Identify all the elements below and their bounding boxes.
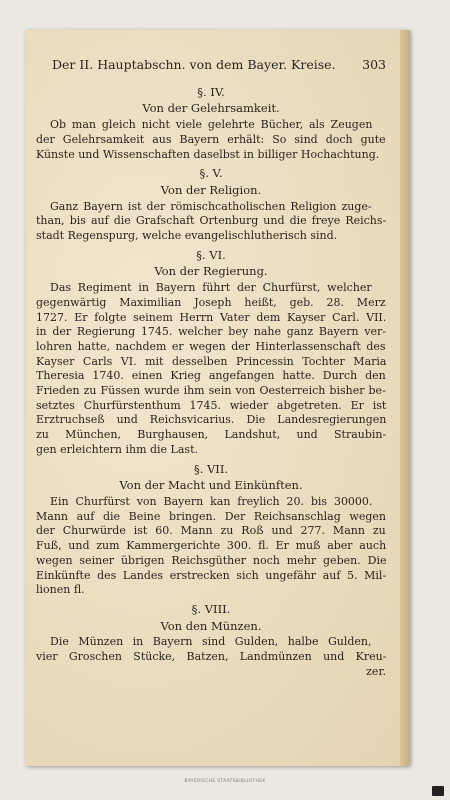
text-line: Das Regiment in Bayern führt der Churfürst, welcher (50, 281, 372, 295)
page-content (36, 58, 386, 679)
text-line: lionen fl. (36, 583, 85, 597)
text-line: zer. (366, 664, 386, 678)
text-line: Theresia 1740. einen Krieg angefangen hatte. Durch den (36, 369, 386, 383)
running-header (52, 58, 386, 73)
text-line: gegenwärtig Maximilian Joseph heißt, geb. 28. Merz (36, 295, 386, 309)
library-footer: BAYERISCHE STAATSBIBLIOTHEK (184, 779, 266, 784)
text-line: gen erleichtern ihm die Last. (36, 442, 198, 456)
text-line: in der Regierung 1745. welcher bey nahe ganz Bayern ver- (36, 325, 387, 339)
page-number: 303 (362, 57, 386, 72)
section-number: §. V. (199, 166, 223, 181)
text-line: Ganz Bayern ist der römischcatholischen Religion zuge- (50, 199, 372, 213)
text-line: der Gelehrsamkeit aus Bayern erhält: So sind doch gute (36, 132, 386, 146)
text-line: der Churwürde ist 60. Mann zu Roß und 277. Mann zu (36, 524, 386, 538)
section-title: Von der Religion. (160, 182, 262, 197)
section-title: Von der Macht und Einkünften. (119, 478, 303, 493)
text-line: setztes Churfürstenthum 1745. wieder abgetreten. Er ist (36, 398, 387, 412)
section-number: §. VI. (196, 247, 226, 262)
text-line: vier Groschen Stücke, Batzen, Landmünzen und Kreu- (36, 650, 387, 664)
section-number: §. IV. (197, 84, 225, 99)
text-line: Mann auf die Beine bringen. Der Reichsanschlag wegen (36, 509, 386, 523)
section-title: Von der Regierung. (154, 264, 268, 279)
text-line: Kayser Carls VI. mit desselben Princessin Tochter Maria (36, 354, 387, 368)
text-line: Ob man gleich nicht viele gelehrte Bücher, als Zeugen (50, 118, 373, 132)
text-line: Einkünfte des Landes erstrecken sich ungefähr auf 5. Mil- (36, 568, 387, 582)
text-line: zu München, Burghausen, Landshut, und Straubin- (36, 428, 387, 442)
library-logo-icon (432, 786, 444, 796)
section-paragraph (36, 635, 386, 679)
text-line: Künste und Wissenschaften daselbst in billiger Hochachtung. (36, 147, 380, 161)
section-paragraph (36, 281, 386, 457)
text-line: Erztruchseß und Reichsvicarius. Die Landesregierungen (36, 413, 387, 427)
text-line: Ein Churfürst von Bayern kan freylich 20. bis 30000. (50, 494, 373, 508)
text-line: than, bis auf die Grafschaft Ortenburg und die freye Reichs- (36, 214, 387, 228)
section-paragraph (36, 200, 386, 244)
text-line: Frieden zu Füssen wurde ihm sein von Oesterreich bisher be- (36, 384, 386, 398)
book-page (26, 30, 410, 766)
section-number: §. VII. (193, 461, 229, 476)
text-line: Fuß, und zum Kammergerichte 300. fl. Er muß aber auch (36, 539, 387, 553)
section-paragraph (36, 495, 386, 598)
section-number: §. VIII. (191, 601, 231, 616)
text-line: wegen seiner übrigen Reichsgüther noch mehr geben. Die (36, 553, 387, 567)
text-line: 1727. Er folgte seinem Herrn Vater dem Kayser Carl. VII. (36, 310, 387, 324)
text-line: stadt Regenspurg, welche evangelischlutherisch sind. (36, 229, 338, 243)
section-title: Von den Münzen. (160, 618, 262, 633)
sections (36, 85, 386, 680)
page-edge (400, 30, 410, 766)
section-paragraph (36, 118, 386, 162)
text-line: lohren hatte, nachdem er wegen der Hinterlassenschaft des (36, 339, 386, 353)
running-title: Der II. Hauptabschn. von dem Bayer. Kreise. (52, 57, 336, 72)
section-title: Von der Gelehrsamkeit. (142, 101, 280, 116)
text-line: Die Münzen in Bayern sind Gulden, halbe Gulden, (50, 635, 372, 649)
